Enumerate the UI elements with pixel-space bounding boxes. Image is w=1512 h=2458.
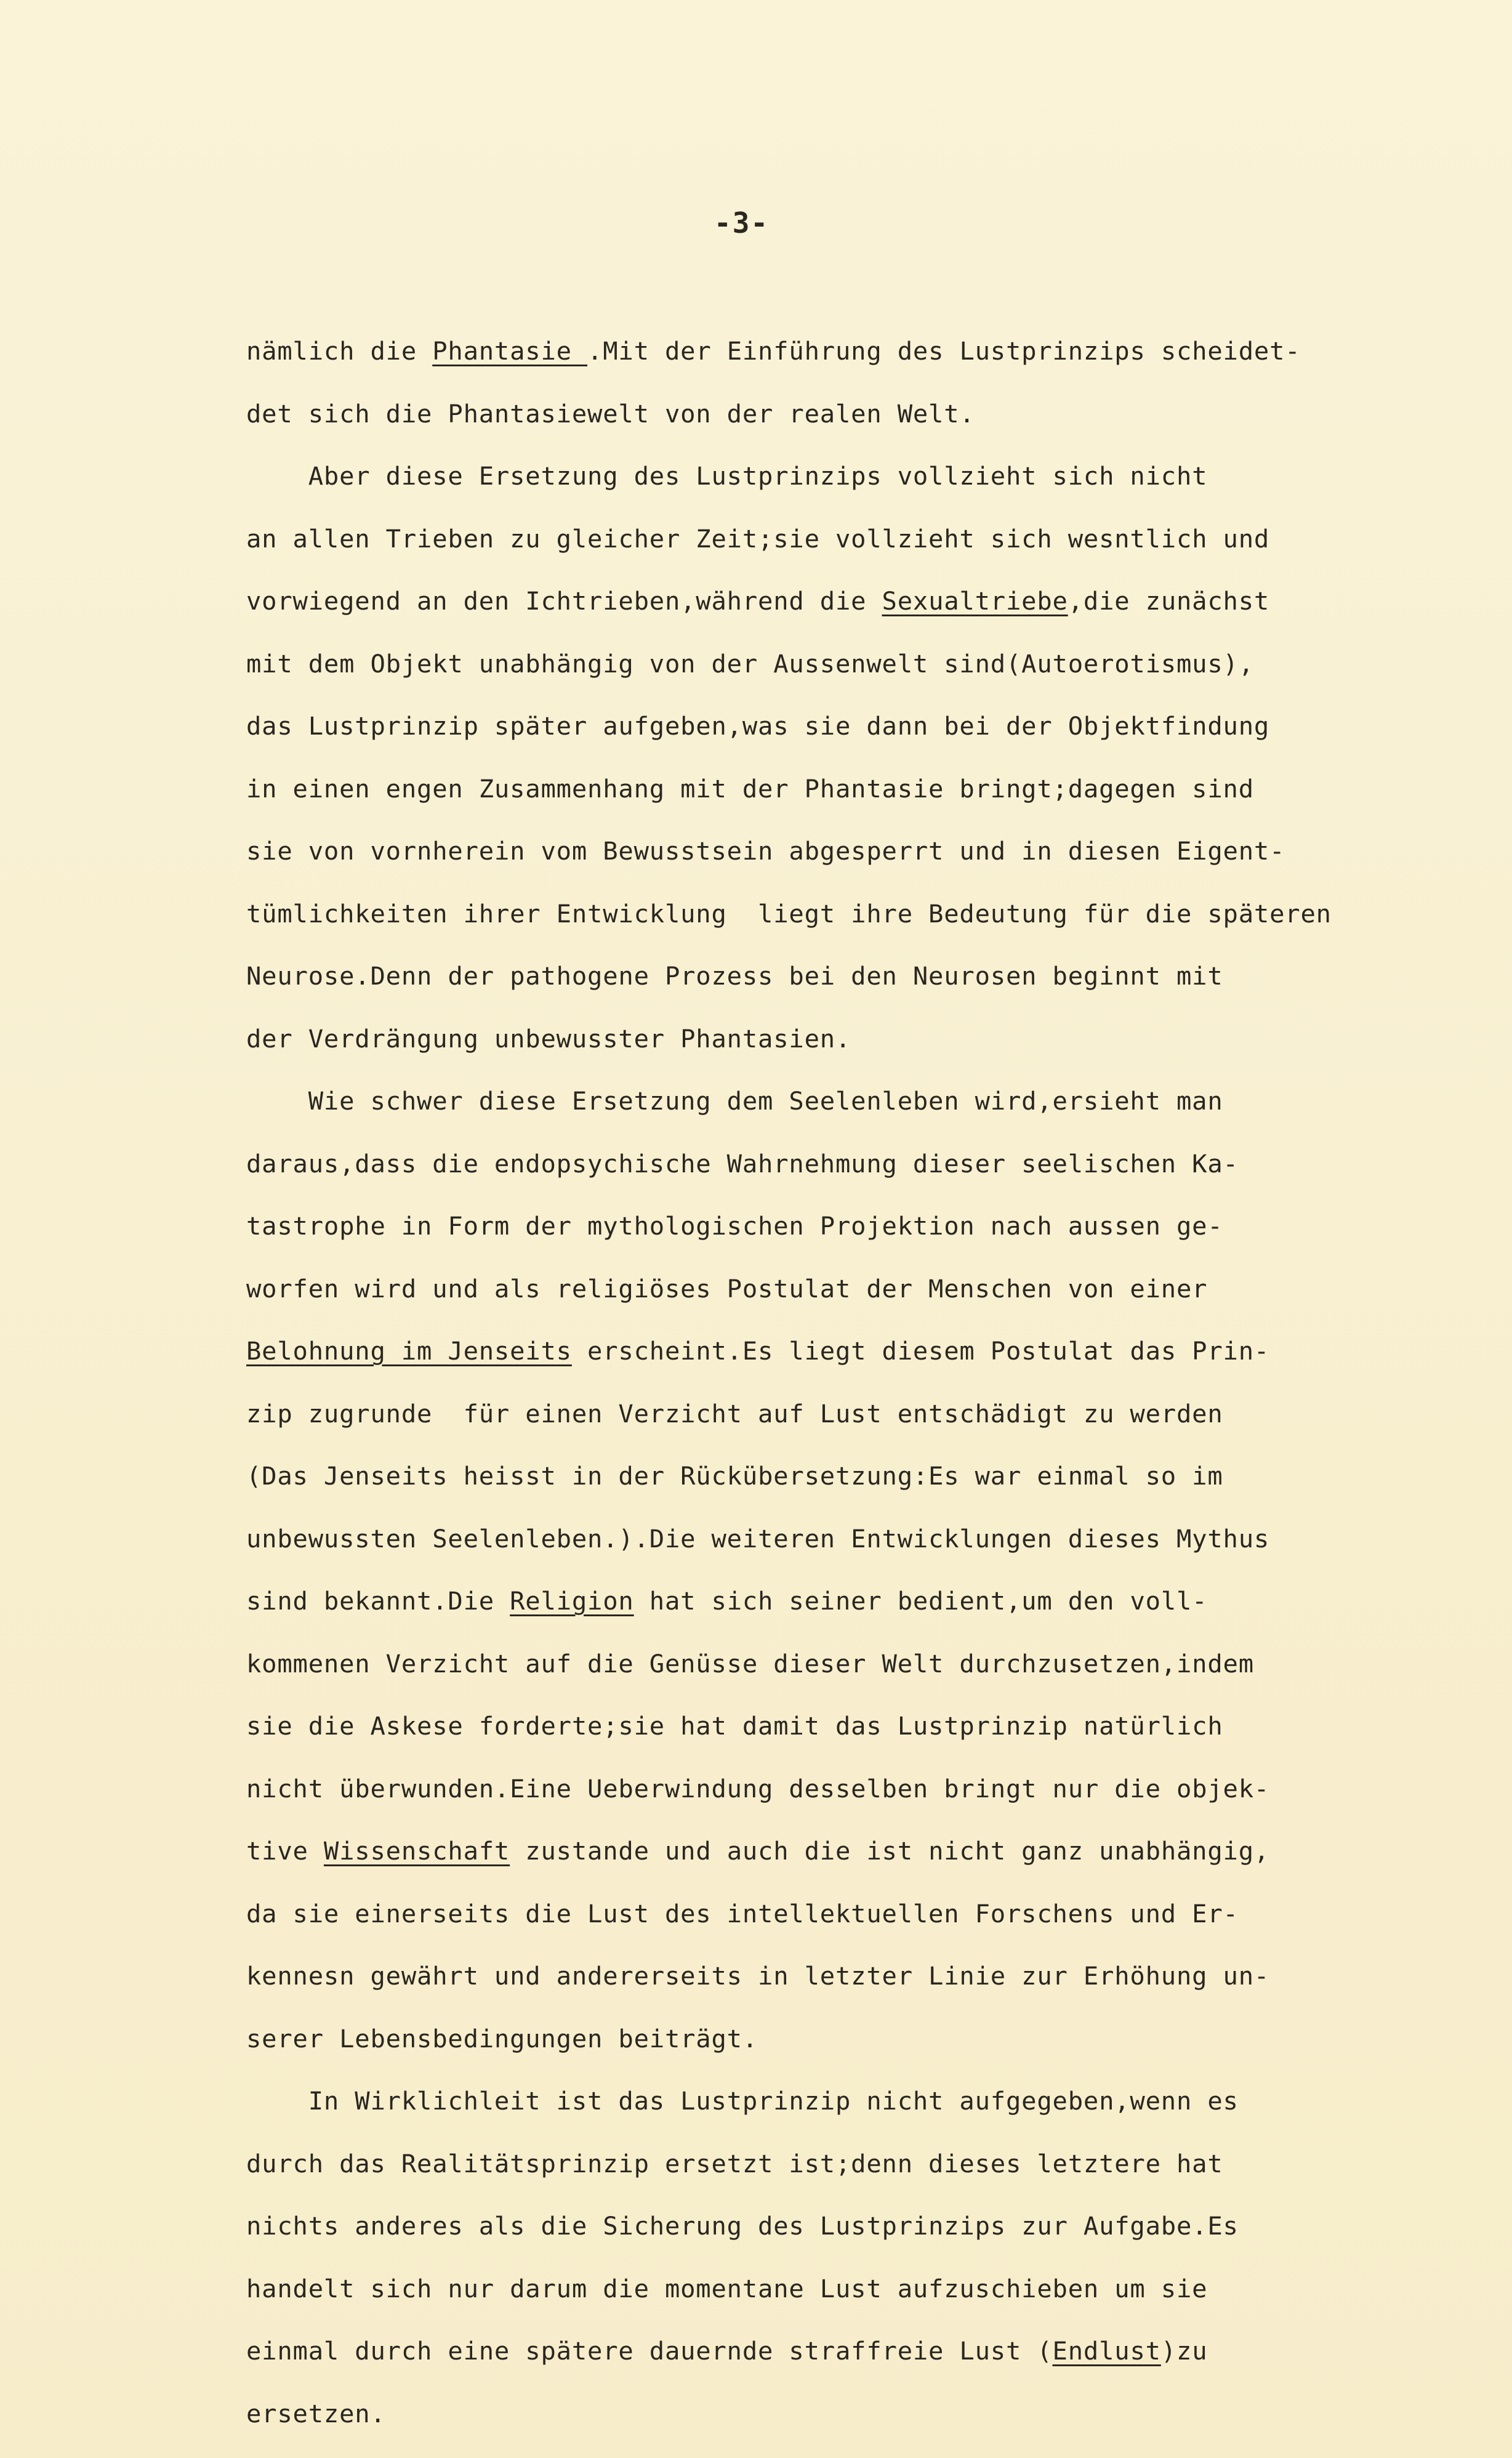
text-line: [246, 1945, 1465, 2008]
text-segment: sie die Askese forderte;sie hat damit das Lustprinzip natürlich: [246, 1711, 1223, 1741]
text-line: [246, 320, 1465, 383]
text-segment: der Verdrängung unbewusster Phantasien.: [246, 1023, 851, 1054]
text-segment: zustande und auch die ist nicht ganz unabhängig,: [510, 1836, 1270, 1866]
text-segment: handelt sich nur darum die momentane Lust aufzuschieben um sie: [246, 2273, 1208, 2303]
text-segment: Aber diese Ersetzung des Lustprinzips vollzieht sich nicht: [246, 461, 1208, 491]
text-segment: ersetzen.: [246, 2398, 386, 2428]
text-line: [246, 2383, 1465, 2446]
text-segment: (Das Jenseits heisst in der Rückübersetzung:Es war einmal so im: [246, 1461, 1223, 1491]
text-segment: sind bekannt.Die: [246, 1586, 510, 1616]
text-segment: erscheint.Es liegt diesem Postulat das Prin-: [571, 1336, 1270, 1366]
text-line: [246, 1695, 1465, 1758]
text-line: [246, 1883, 1465, 1946]
text-line: [246, 945, 1465, 1008]
text-line: [246, 2070, 1465, 2133]
text-segment: nicht überwunden.Eine Ueberwindung desselben bringt nur die objek-: [246, 1773, 1270, 1803]
text-segment: zip zugrunde für einen Verzicht auf Lust entschädigt zu werden: [246, 1398, 1223, 1428]
text-line: [246, 1133, 1465, 1196]
text-line: [246, 1570, 1465, 1633]
text-segment: hat sich seiner bedient,um den voll-: [633, 1586, 1208, 1616]
text-segment: .Mit der Einführung des Lustprinzips scheidet-: [587, 336, 1301, 366]
underlined-term: Religion: [510, 1586, 634, 1616]
underlined-term: Phantasie: [432, 336, 588, 366]
text-segment: ,die zunächst: [1068, 586, 1270, 616]
body-text: [246, 320, 1465, 2445]
text-segment: durch das Realitätsprinzip ersetzt ist;denn dieses letztere hat: [246, 2148, 1223, 2178]
text-line: [246, 2133, 1465, 2196]
underlined-term: Belohnung im Jenseits: [246, 1336, 572, 1366]
text-segment: kennesn gewährt und andererseits in letzter Linie zur Erhöhung un-: [246, 1961, 1270, 1991]
text-line: [246, 2258, 1465, 2321]
text-line: [246, 2320, 1465, 2383]
text-line: [246, 1633, 1465, 1696]
text-line: [246, 1070, 1465, 1133]
underlined-term: Sexualtriebe: [882, 586, 1068, 616]
text-line: [246, 1320, 1465, 1383]
text-segment: worfen wird und als religiöses Postulat der Menschen von einer: [246, 1273, 1208, 1304]
text-segment: unbewussten Seelenleben.).Die weiteren Entwicklungen dieses Mythus: [246, 1523, 1270, 1553]
text-segment: In Wirklichleit ist das Lustprinzip nicht aufgegeben,wenn es: [246, 2086, 1239, 2116]
text-line: [246, 1820, 1465, 1883]
text-line: [246, 1445, 1465, 1508]
text-line: [246, 508, 1465, 571]
text-segment: )zu: [1160, 2336, 1208, 2366]
text-segment: an allen Trieben zu gleicher Zeit;sie vollzieht sich wesntlich und: [246, 523, 1270, 554]
text-line: [246, 1383, 1465, 1446]
text-segment: Wie schwer diese Ersetzung dem Seelenleben wird,ersieht man: [246, 1086, 1223, 1116]
text-line: [246, 2008, 1465, 2071]
text-segment: sie von vornherein vom Bewusstsein abgesperrt und in diesen Eigent-: [246, 836, 1285, 866]
text-segment: det sich die Phantasiewelt von der realen Welt.: [246, 398, 975, 429]
text-segment: tümlichkeiten ihrer Entwicklung liegt ihre Bedeutung für die späteren: [246, 898, 1332, 929]
text-line: [246, 1758, 1465, 1821]
text-segment: kommenen Verzicht auf die Genüsse dieser Welt durchzusetzen,indem: [246, 1648, 1254, 1678]
text-segment: tive: [246, 1836, 324, 1866]
text-segment: daraus,dass die endopsychische Wahrnehmung dieser seelischen Ka-: [246, 1148, 1239, 1179]
text-segment: in einen engen Zusammenhang mit der Phantasie bringt;dagegen sind: [246, 773, 1254, 804]
text-segment: mit dem Objekt unabhängig von der Aussenwelt sind(Autoerotismus),: [246, 648, 1254, 679]
text-segment: einmal durch eine spätere dauernde straffreie Lust (: [246, 2336, 1053, 2366]
text-line: [246, 445, 1465, 508]
text-line: [246, 1008, 1465, 1071]
text-line: [246, 883, 1465, 946]
text-line: [246, 695, 1465, 758]
text-line: [246, 1258, 1465, 1321]
text-segment: nämlich die: [246, 336, 433, 366]
underlined-term: Wissenschaft: [323, 1836, 510, 1866]
text-segment: serer Lebensbedingungen beiträgt.: [246, 2023, 758, 2053]
text-line: [246, 820, 1465, 883]
text-segment: vorwiegend an den Ichtrieben,während die: [246, 586, 882, 616]
text-line: [246, 2195, 1465, 2258]
text-segment: tastrophe in Form der mythologischen Projektion nach aussen ge-: [246, 1211, 1223, 1241]
text-line: [246, 1195, 1465, 1258]
text-line: [246, 758, 1465, 821]
text-segment: das Lustprinzip später aufgeben,was sie dann bei der Objektfindung: [246, 711, 1270, 741]
underlined-term: Endlust: [1052, 2336, 1161, 2366]
text-line: [246, 633, 1465, 696]
page-number: -3-: [714, 206, 770, 240]
text-segment: da sie einerseits die Lust des intellektuellen Forschens und Er-: [246, 1898, 1239, 1928]
text-segment: Neurose.Denn der pathogene Prozess bei den Neurosen beginnt mit: [246, 961, 1223, 991]
text-segment: nichts anderes als die Sicherung des Lustprinzips zur Aufgabe.Es: [246, 2211, 1239, 2241]
text-line: [246, 570, 1465, 633]
text-line: [246, 1508, 1465, 1571]
text-line: [246, 383, 1465, 446]
